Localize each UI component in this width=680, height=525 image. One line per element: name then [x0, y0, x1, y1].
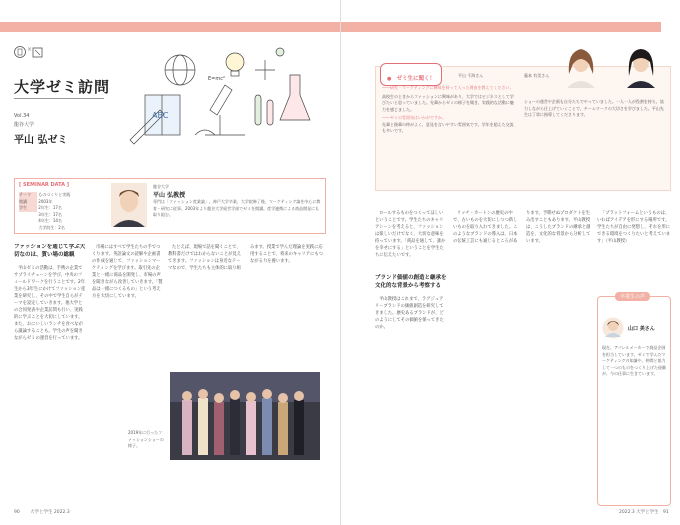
- answer: 先輩と後輩の仲がよく、意見を言いやすい雰囲気です。学年を超えた交流も多いです。: [382, 121, 514, 133]
- top-accent-bar: [0, 22, 340, 32]
- body-text: リッチ・カートンの歴史の中で、古いものを大切にしつつ新しいものを取り入れてきました。このようなブランドの導入は、日本の伝統工芸にも通じるところがあります。予期せぬプロダクトを生み出すこともあります。平山教授は、こうしたブランドの継承と創造を、文化的な背景から分析しています。: [453, 211, 591, 244]
- lightbulb-icon: [226, 53, 244, 71]
- seminar-name: 平山 弘ゼミ: [14, 135, 68, 146]
- row-key: 開講: [19, 199, 37, 206]
- left-column-3: [168, 244, 326, 334]
- science-illustration: [120, 40, 320, 160]
- right-column-2: [453, 210, 593, 502]
- left-column-2: [92, 244, 164, 334]
- professor-photo: [111, 183, 147, 227]
- alumni-text: 現在、アパレルメーカーで商品企画を担当しています。ゼミで学んだマーケティングの知識や、仲間と協力して一つのものをつくり上げた経験が、今の仕事に生きています。: [602, 345, 666, 376]
- qa-column-2: [524, 99, 664, 189]
- alumni-photo: [602, 317, 624, 339]
- body-text: 平山教授はこれまで、ラグジュアリーブランドの価値創造を研究してきました。歴史あるブランドが、どのようにしてその価値を保ってきたのか。: [375, 297, 444, 330]
- page-title: 大学ゼミ訪問: [14, 78, 111, 96]
- alumni-box: [597, 296, 671, 506]
- interview-tag-label: ゼミ生に聞く！: [396, 76, 435, 82]
- body-text: 平山ゼミの活動は、手携の企業でサプライチェーンを学び、中央のフィールドワークを行うことです。2年生から3年生にかけてファッション産業を研究し、その中で学生自らがテーマを設定していきます。他大学との合同発表や企業訪問も行い、実践的に学ぶことを大切にしています。また、おにいしいランチを食べながら議論することも。学生の声を聞きながらゼミの運営を行っています。: [14, 266, 86, 341]
- column-logo: [14, 44, 44, 58]
- speech-icon: ●: [387, 76, 392, 82]
- body-text: 「プラットフォームというものは、いわばアイデアを形にする場所です。学生たちが自由に発想し、それを形にできる環境をつくりたいと考えています」（平山教授）: [597, 211, 671, 244]
- row-key: 学生: [19, 205, 37, 212]
- left-column-1: [14, 244, 86, 499]
- question: ――研究・マーケティングに興味を持って入った理由を教えてください。: [382, 85, 514, 90]
- professor-name: 平山 弘教授: [153, 192, 186, 199]
- row-value: 2年生：17名: [38, 205, 62, 210]
- student2-photo: [623, 44, 659, 88]
- title-underline: [14, 98, 104, 99]
- page-number: 90: [14, 510, 20, 515]
- right-column-1: [375, 210, 447, 502]
- flask-icon: [280, 75, 310, 120]
- data-row: [19, 225, 99, 232]
- qa-column-1: [382, 85, 514, 189]
- book-letters: ABC: [152, 111, 169, 120]
- row-value: 4年生：14名: [38, 218, 62, 223]
- seminar-data-box: [14, 178, 326, 234]
- vol-number: Vol.34: [14, 113, 30, 119]
- microscope-icon: [205, 85, 245, 135]
- university-name: 龍谷大学: [14, 122, 35, 128]
- body-text: ロールするものをつくってほしいということです。学生たちのキャリアシーンを考えると、ファッションは楽しいだけでなく、大切な意味を持っています。「商品を通して、誰かを幸せにする」ということを学生たちに伝えたいです。: [375, 211, 446, 258]
- right-page: [340, 0, 680, 525]
- student2-name: 藤本 有美さん: [524, 73, 550, 78]
- section-heading: ブランド価値の創造と継承を文化的な背景から考察する: [375, 275, 447, 289]
- question: ――ゼミの雰囲気はいかがですか。: [382, 115, 446, 120]
- formula-text: E=mc²: [208, 76, 225, 82]
- answer: ショーの運営や企画も自分たちでやっていました。一人一人が役割を持ち、協力しながら仕上げていくことで、チームワークの大切さを学びました。平山先生は丁寧に指導してくださります。: [524, 99, 664, 117]
- interview-tag: [380, 63, 442, 86]
- student1-photo: [563, 44, 599, 88]
- logo-mark: ×: [27, 46, 33, 53]
- professor-bio: 専門は「ファッション産業論」。神戸大学卒業、大学院修了後、マーケティング論を中心に教育・研究に従事。2003年より龍谷大学経営学部でゼミを開講。産学連携による商品開発にも取り組む。: [153, 199, 321, 217]
- body-text: 市場にはすべて学生たちの手でつくります。英語論文の読解や企画書の作成を通じて、ファッションマーケティングを学びます。取引先の企業と一緒に商品を開発し、市場の声を聞きながら改善していきます。「製品は一緒につくるもの」という考え方を大切にしています。: [92, 245, 163, 299]
- seminar-data-header: [ SEMINAR DATA ]: [19, 182, 70, 188]
- magazine-name: 2022.3 大学と学生: [619, 510, 659, 515]
- row-value: 大学院生：2名: [38, 224, 65, 230]
- professor-university: 龍谷大学: [153, 184, 169, 189]
- right-column-3: [597, 210, 671, 290]
- row-key: テーマ: [19, 192, 37, 199]
- alumni-tag: 卒業生の声: [615, 292, 650, 301]
- seminar-data-rows: [19, 192, 99, 231]
- alumni-name: 山口 美さん: [628, 326, 655, 332]
- top-accent-bar: [341, 22, 661, 32]
- row-value: 2003年: [38, 198, 53, 204]
- magazine-name: 大学と学生 2022.3: [30, 510, 70, 515]
- answer: 高校生のときからファッションに興味があり、大学ではビジネスとして学びたいと思っていました。先輩からゼミの様子を聞き、実践的な活動に魅力を感じました。: [382, 93, 514, 112]
- section-heading: ファッションを通じて学ぶ大切なのは、質い場の総観: [14, 244, 86, 258]
- fashion-show-photo: [170, 372, 320, 460]
- row-value: ものづくりと実践: [38, 192, 71, 197]
- photo-caption: 2019年に行ったファッションショーの様子。: [128, 430, 164, 448]
- test-tube-icon: [255, 95, 261, 125]
- row-value: 3年生：17名: [38, 211, 62, 217]
- body-text: たとえば、現場で話を聞くことで、教科書だけではわからないことが見えてきます。ファッションは身近なテーマなので、学生たちも主体的に取り組みます。授業で学んだ理論を実践に応用することで、将来のキャリアにもつながる力を養います。: [168, 245, 323, 271]
- student1-name: 平山 千海さん: [458, 73, 484, 78]
- page-number: 91: [663, 510, 669, 515]
